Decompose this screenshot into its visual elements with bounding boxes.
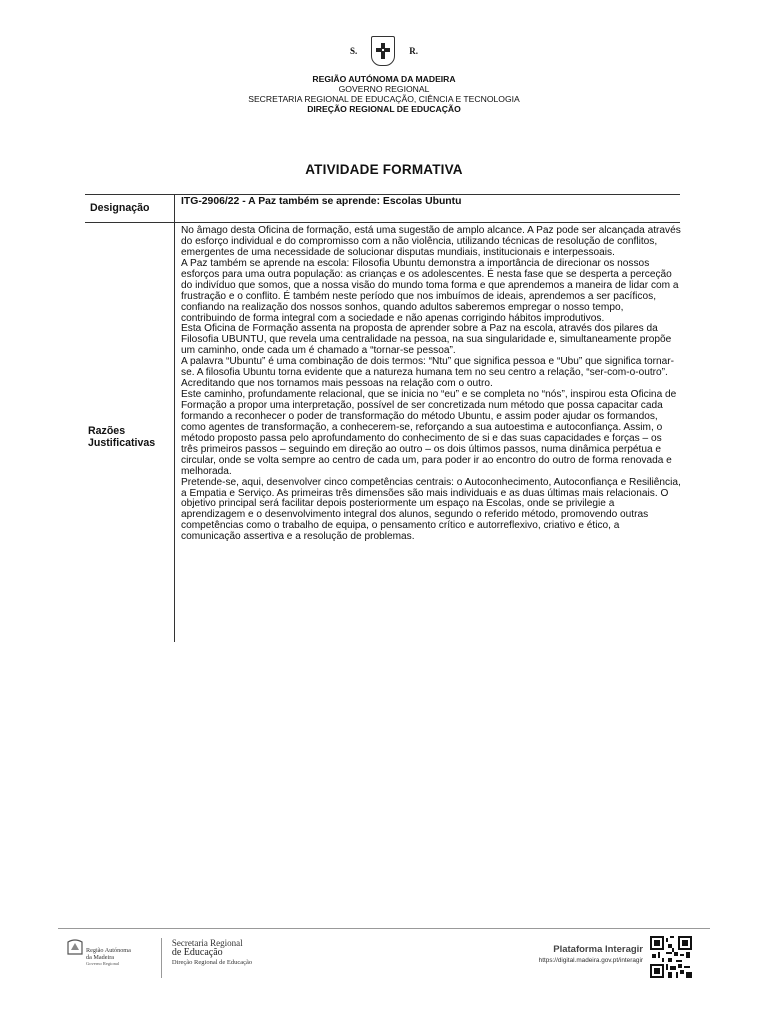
reasons-divider: [174, 222, 175, 642]
reasons-label-line1: Razões: [88, 425, 126, 437]
reasons-paragraph: Este caminho, profundamente relacional, que se inicia no “eu” e se completa no “nós”, inspirou esta Oficina de Formação a propor uma interpretação, possível de ser concretizada num método que possa capacitar cada formando a reconhecer o poder de transformação do método Ubuntu, e assim poder ajudar os formandos, como agentes de transformação, a conhecerem-se, reforçando a sua autoestima e autoconfiança. Assim, o método proposto passa pelo aprofundamento do conhecimento de si e das suas capacidades e forças – os três primeiros passos – seguindo em direção ao outro – os dois últimos passos, numa dinâmica perpétua e circular, onde se volta sempre ao centro de cada um, para poder ir ao encontro do outro de forma renovada e melhorada.: [181, 389, 677, 477]
header-secretariat: SECRETARIA REGIONAL DE EDUCAÇÃO, CIÊNCIA E TECNOLOGIA: [248, 94, 520, 104]
designation-value: ITG-2906/22 - A Paz também se aprende: Escolas Ubuntu: [181, 196, 462, 207]
emblem-right-letter: R.: [409, 46, 418, 56]
platform-info: [539, 944, 643, 964]
reasons-paragraph: A palavra “Ubuntu” é uma combinação de dois termos: “Ntu” que significa pessoa e “Ubu” que significa tornar-se. A filosofia Ubuntu torna evidente que a natureza humana tem no seu centro a relação, “ser-com-o-outro”. Acreditando que nos tornamos mais pessoas na relação com o outro.: [181, 356, 674, 390]
emblem-row: [0, 28, 768, 74]
designation-label: Designação: [90, 202, 150, 214]
coat-of-arms-icon: [371, 36, 395, 66]
reasons-label: [88, 425, 155, 449]
emblem-left-letter: S.: [349, 46, 358, 56]
sre-logo-text: [172, 938, 252, 968]
header-region: REGIÃO AUTÓNOMA DA MADEIRA: [312, 74, 456, 84]
region-logo-line3: Governo Regional: [86, 961, 120, 967]
region-logo-line2: da Madeira: [86, 953, 115, 961]
sre-line1: Secretaria Regional: [171, 938, 243, 948]
reasons-paragraph: Pretende-se, aqui, desenvolver cinco competências centrais: o Autoconhecimento, Autoconfiança e Resiliência, a Empatia e Serviço. As primeiras três dimensões são mais individuais e as duas últimas mais relacionais. O objetivo principal será facilitar depois posteriormente um espaço na Escolas, onde se privilegie a aprendizagem e o desenvolvimento integral dos alunos, segundo o referido método, promovendo outras competências como o trabalho de equipa, o pensamento crítico e autorreflexivo, criativo e ético, a comunicação assertiva e a resolução de problemas.: [181, 476, 681, 543]
sre-line3: Direção Regional de Educação: [171, 959, 253, 966]
sre-line2: de Educação: [171, 947, 223, 958]
platform-url[interactable]: https://digital.madeira.gov.pt/interagir: [538, 957, 643, 964]
header-government: GOVERNO REGIONAL: [338, 84, 430, 94]
qr-code-icon: [650, 936, 692, 978]
footer-rule: [58, 928, 710, 929]
region-logo-icon: [66, 938, 84, 956]
reasons-label-line2: Justificativas: [88, 437, 156, 449]
header-directorate: DIREÇÃO REGIONAL DE EDUCAÇÃO: [307, 104, 461, 114]
document-header: [0, 28, 768, 114]
reasons-paragraph: No âmago desta Oficina de formação, está uma sugestão de amplo alcance. A Paz pode ser alcançada através do esforço individual e do compromisso com a não violência, utilizando técnicas de resolução de conflitos, emergentes de uma necessidade de solucionar disputas mundiais, institucionais e interpessoais.: [181, 225, 681, 258]
footer-separator: [161, 938, 162, 978]
reasons-text: [181, 226, 681, 543]
region-logo-line1: Região Autónoma: [86, 947, 131, 954]
designation-divider: [174, 194, 175, 222]
page-title: ATIVIDADE FORMATIVA: [305, 162, 463, 177]
platform-title: Plataforma Interagir: [553, 944, 643, 955]
region-logo-text: [86, 938, 131, 968]
reasons-paragraph: Esta Oficina de Formação assenta na proposta de aprender sobre a Paz na escola, através dos pilares da Filosofia UBUNTU, que revela uma centralidade na pessoa, na sua singularidade e, simultaneamente propõe um caminho, onde cada um é chamado a “tornar-se pessoa”.: [181, 323, 672, 357]
reasons-paragraph: A Paz também se aprende na escola: Filosofia Ubuntu demonstra a importância de direcionar os nossos esforços para uma outra população: as crianças e os adolescentes. É nesta fase que se desperta a perceção do indivíduo que somos, que a nossa visão do mundo toma forma e que aprendemos a maneira de lidar com a frustração e o conflito. É também neste período que nos imbuímos de ideais, aprendemos a ser pacíficos, confiando na realização dos nossos sonhos, quando adultos saberemos empregar o nosso tempo, contribuindo de forma integral com a sociedade e não apenas corrigindo hábitos improdutivos.: [181, 257, 679, 324]
footer-logos: [66, 938, 252, 978]
